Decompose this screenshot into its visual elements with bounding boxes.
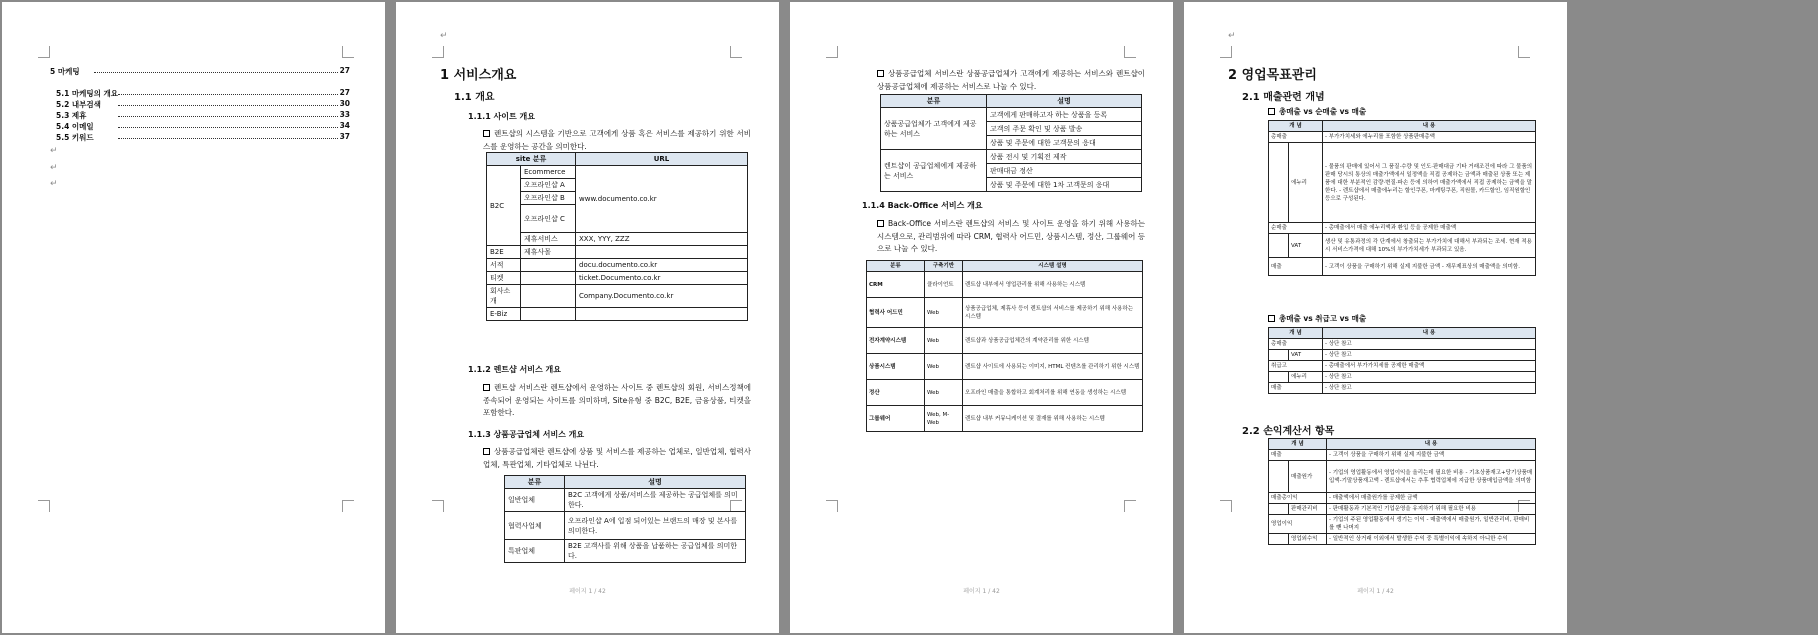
subheading: 총매출 vs 취급고 vs 매출	[1268, 313, 1528, 326]
table-cell: 제휴서비스	[521, 233, 576, 246]
table-cell: 협력사업체	[505, 512, 565, 540]
table-header: 시스템 설명	[963, 261, 1143, 272]
checkbox-bullet-icon	[877, 70, 884, 77]
table-cell	[1269, 504, 1289, 515]
table-cell: - 총매출에서 부가가치세를 공제한 매출액	[1323, 361, 1536, 372]
paragraph-mark: ↵	[1228, 31, 1236, 41]
table-cell: 렌트샵 내부 커뮤니케이션 및 결재를 위해 사용하는 시스템	[963, 406, 1143, 432]
table-cell: - 기업의 주된 영업활동에서 생기는 이익 - 매출액에서 매출원가, 일반관리비, 판매비를 뺀 나머지	[1327, 515, 1536, 534]
crop-mark	[342, 500, 354, 512]
toc-leader-dots	[118, 94, 338, 95]
table-cell: 특판업체	[505, 540, 565, 563]
table-cell: 판매관리비	[1289, 504, 1327, 515]
table-cell: 오프라인샵 C	[521, 205, 576, 233]
table-cell: - 고객이 상품을 구매하기 위해 실제 지불한 금액 - 재무제표상의 매출액을 의미함.	[1323, 258, 1536, 276]
table-cell: XXX, YYY, ZZZ	[576, 233, 748, 246]
toc-leader-dots	[118, 105, 338, 106]
checkbox-bullet-icon	[877, 220, 884, 227]
table-cell	[1269, 234, 1289, 258]
table-cell: - 상단 참고	[1323, 350, 1536, 361]
table-cell: 렌트샵이 공급업체에게 제공하는 서비스	[881, 150, 987, 192]
table-cell: 상품공급업체, 제휴사 등이 렌트샵의 서비스를 제공하기 위해 사용하는 시스템	[963, 298, 1143, 328]
table-cell: 고객에게 판매하고자 하는 상품을 등록	[987, 108, 1142, 122]
sales-concept-table	[1268, 120, 1536, 276]
crop-mark	[38, 46, 50, 58]
table-cell: 서적	[487, 259, 521, 272]
table-cell: - 고객이 상품을 구매하기 위해 실제 지불한 금액	[1327, 450, 1536, 461]
table-cell: 그룹웨어	[867, 406, 925, 432]
table-cell: E-Biz	[487, 308, 521, 321]
table-cell	[576, 246, 748, 259]
toc-entry-label: 5.5 키워드	[56, 133, 94, 142]
table-header: 내 용	[1323, 121, 1536, 132]
table-cell	[521, 308, 576, 321]
checkbox-bullet-icon	[483, 384, 490, 391]
heading-3: 1.1.2 렌트샵 서비스 개요	[468, 365, 561, 374]
income-statement-table	[1268, 438, 1536, 545]
table-cell: 클라이언트	[925, 272, 963, 298]
table-cell	[521, 285, 576, 308]
toc-entry[interactable]	[56, 110, 350, 120]
table-cell: - 상단 참고	[1323, 383, 1536, 394]
toc-entry-page: 33	[339, 110, 350, 119]
table-header: 구축기반	[925, 261, 963, 272]
paragraph-mark: ↵	[440, 31, 448, 41]
crop-mark	[1220, 500, 1232, 512]
table-cell: Web	[925, 380, 963, 406]
crop-mark	[1124, 46, 1136, 58]
toc-entry-page: 27	[339, 66, 350, 75]
table-header: 내 용	[1323, 328, 1536, 339]
heading-2: 2.1 매출관련 개념	[1242, 92, 1325, 103]
table-cell: 오프라인샵 A에 입점 되어있는 브랜드의 매장 및 본사를 의미한다.	[565, 512, 746, 540]
table-header: 설명	[565, 476, 746, 489]
toc-entry[interactable]	[56, 88, 350, 98]
checkbox-bullet-icon	[1268, 315, 1275, 322]
table-cell: 매출	[1269, 258, 1323, 276]
toc-entry-page: 27	[339, 88, 350, 97]
table-cell: 매출원가	[1289, 461, 1327, 493]
toc-leader-dots	[118, 127, 338, 128]
table-cell: 매출총이익	[1269, 493, 1327, 504]
table-cell: 매출	[1269, 450, 1327, 461]
toc-leader-dots	[94, 72, 338, 73]
document-page-1	[2, 2, 385, 633]
table-cell: 에누리	[1289, 143, 1323, 223]
table-cell: - 기업의 영업활동에서 영업이익을 올리는데 필요한 비용 - 기초상품재고+당기상품매입액-기말상품재고액 - 렌트샵에서는 추후 협력업체에 지급한 상품매입금액을 의미함	[1327, 461, 1536, 493]
crop-mark	[1124, 500, 1136, 512]
table-cell: 영업이익	[1269, 515, 1327, 534]
table-cell: docu.documento.co.kr	[576, 259, 748, 272]
table-cell: - 총매출에서 매출 에누리액과 환입 등을 공제한 매출액	[1323, 223, 1536, 234]
table-cell: 생산 및 유통과정의 각 단계에서 창출되는 부가가치에 대해서 부과되는 조세. 현재 적용시 서비스가격에 대해 10%의 부가가치세가 부과되고 있음.	[1323, 234, 1536, 258]
paragraph-mark: ↵	[50, 179, 58, 189]
table-cell: Company.Documento.co.kr	[576, 285, 748, 308]
table-cell: 회사소개	[487, 285, 521, 308]
table-cell: 상품 및 주문에 대한 1차 고객문의 응대	[987, 178, 1142, 192]
document-page-2	[396, 2, 779, 633]
toc-leader-dots	[118, 116, 338, 117]
table-cell	[1269, 350, 1289, 361]
table-header: 개 념	[1269, 328, 1323, 339]
table-cell: Web, M-Web	[925, 406, 963, 432]
table-cell: 일반업체	[505, 489, 565, 512]
table-cell: - 부가가치세와 에누리를 포함한 상품판매총액	[1323, 132, 1536, 143]
toc-entry-page: 34	[339, 121, 350, 130]
table-cell: 취급고	[1269, 361, 1323, 372]
table-cell: - 매출액에서 매출원가를 공제한 금액	[1327, 493, 1536, 504]
toc-entry[interactable]	[56, 99, 350, 109]
paragraph: 렌트샵의 시스템을 기반으로 고객에게 상품 혹은 서비스를 제공하기 위한 서비스를 운영하는 공간을 의미한다.	[483, 129, 751, 151]
crop-mark	[826, 46, 838, 58]
table-cell: 영업외수익	[1289, 534, 1327, 545]
table-cell: 오프라인샵 A	[521, 179, 576, 192]
checkbox-bullet-icon	[483, 448, 490, 455]
paragraph: Back-Office 서비스란 렌트샵의 서비스 및 사이트 운영을 하기 위해 사용하는 시스템으로, 관리범위에 따라 CRM, 협력사 어드민, 상품시스템, 정산, 그룹웨어 등으로 나눌 수 있다.	[877, 219, 1145, 253]
table-cell: 판매대금 정산	[987, 164, 1142, 178]
table-cell: - 상단 참고	[1323, 372, 1536, 383]
checkbox-bullet-icon	[1268, 108, 1275, 115]
paragraph: 렌트샵 서비스란 렌트샵에서 운영하는 사이트 중 렌트샵의 회원, 서비스정책에 종속되어 운영되는 사이트를 의미하며, Site유형 중 B2C, B2E, 금융상품, 티켓을 포함한다.	[483, 383, 751, 417]
page-footer: 페이지 1 / 42	[569, 588, 606, 595]
table-cell: 전자계약시스템	[867, 328, 925, 354]
table-cell: 렌트샵 내부에서 영업관리를 위해 사용하는 시스템	[963, 272, 1143, 298]
heading-3: 1.1.3 상품공급업체 서비스 개요	[468, 430, 585, 439]
table-cell: Web	[925, 328, 963, 354]
heading-1: 2 영업목표관리	[1228, 68, 1317, 83]
paragraph: 상품공급업체 서비스란 상품공급업체가 고객에게 제공하는 서비스와 렌트샵이 상품공급업체에 제공하는 서비스로 나눌 수 있다.	[877, 69, 1145, 91]
table-header: 개 념	[1269, 439, 1327, 450]
supplier-table	[504, 475, 746, 563]
toc-entry[interactable]	[56, 132, 350, 142]
toc-entry-label: 5 마케팅	[50, 67, 80, 76]
table-cell: 상품시스템	[867, 354, 925, 380]
table-cell: 오프라인 매출을 통합하고 회계처리를 위해 연동을 생성하는 시스템	[963, 380, 1143, 406]
heading-3: 1.1.4 Back-Office 서비스 개요	[862, 201, 983, 210]
toc-entry[interactable]	[50, 66, 350, 76]
table-cell	[1269, 461, 1289, 493]
table-header: 분류	[505, 476, 565, 489]
checkbox-bullet-icon	[483, 130, 490, 137]
table-cell: VAT	[1289, 234, 1323, 258]
crop-mark	[826, 500, 838, 512]
table-cell: 총매출	[1269, 339, 1323, 350]
table-cell: ticket.Documento.co.kr	[576, 272, 748, 285]
heading-2: 2.2 손익계산서 항목	[1242, 426, 1335, 437]
table-cell: 렌트샵과 상품공급업체간의 계약관리를 위한 시스템	[963, 328, 1143, 354]
table-cell: 순매출	[1269, 223, 1323, 234]
table-cell: 렌트샵 사이트에 사용되는 이미지, HTML 컨텐츠를 관리하기 위한 시스템	[963, 354, 1143, 380]
table-header: 분류	[867, 261, 925, 272]
table-cell: 제휴사몰	[521, 246, 576, 259]
crop-mark	[38, 500, 50, 512]
table-cell: B2E 고객사를 위해 상품을 납품하는 공급업체를 의미한다.	[565, 540, 746, 563]
table-cell	[1269, 372, 1289, 383]
crop-mark	[1518, 46, 1530, 58]
sales-compare-table	[1268, 327, 1536, 394]
table-cell: - 상단 참고	[1323, 339, 1536, 350]
heading-3: 1.1.1 사이트 개요	[468, 112, 535, 121]
table-cell: B2E	[487, 246, 521, 259]
page-footer: 페이지 1 / 42	[963, 588, 1000, 595]
table-cell: 정산	[867, 380, 925, 406]
table-cell: 상품 및 주문에 대한 고객문의 응대	[987, 136, 1142, 150]
table-cell: 티켓	[487, 272, 521, 285]
table-cell: CRM	[867, 272, 925, 298]
table-cell: 오프라인샵 B	[521, 192, 576, 205]
toc-entry-page: 37	[339, 132, 350, 141]
table-cell: - 일반적인 상거래 이외에서 발생한 수익 중 특별이익에 속하지 아니한 수익	[1327, 534, 1536, 545]
table-cell: Web	[925, 298, 963, 328]
table-cell: - 판매활동과 기본적인 기업운영을 유지하기 위해 필요한 비용	[1327, 504, 1536, 515]
toc-entry[interactable]	[56, 121, 350, 131]
paragraph-mark: ↵	[50, 146, 58, 156]
toc-entry-label: 5.1 마케팅의 개요	[56, 89, 118, 98]
heading-1: 1 서비스개요	[440, 68, 517, 83]
page-footer: 페이지 1 / 42	[1357, 588, 1394, 595]
table-cell: 협력사 어드민	[867, 298, 925, 328]
table-cell	[521, 259, 576, 272]
heading-2: 1.1 개요	[454, 92, 495, 103]
table-header: 설명	[987, 95, 1142, 108]
table-cell: B2C	[487, 166, 521, 246]
crop-mark	[1220, 46, 1232, 58]
table-header: 내 용	[1327, 439, 1536, 450]
crop-mark	[342, 46, 354, 58]
table-cell: www.documento.co.kr	[576, 166, 748, 233]
subheading: 총매출 vs 순매출 vs 매출	[1268, 106, 1528, 119]
service-table	[880, 94, 1142, 192]
table-cell: 매출	[1269, 383, 1323, 394]
table-header: URL	[576, 153, 748, 166]
site-table	[486, 152, 748, 321]
table-cell: VAT	[1289, 350, 1323, 361]
toc-entry-page: 30	[339, 99, 350, 108]
toc-entry-label: 5.4 이메일	[56, 122, 94, 131]
toc-leader-dots	[118, 138, 338, 139]
paragraph: 상품공급업체란 렌트샵에 상품 및 서비스를 제공하는 업체로, 일반업체, 협력사업체, 특판업체, 기타업체로 나뉜다.	[483, 447, 751, 469]
table-cell	[576, 308, 748, 321]
table-cell: Web	[925, 354, 963, 380]
table-header: site 분류	[487, 153, 576, 166]
crop-mark	[432, 46, 444, 58]
table-cell: 상품공급업체가 고객에게 제공하는 서비스	[881, 108, 987, 150]
table-header: 개 념	[1269, 121, 1323, 132]
document-page-4	[1184, 2, 1567, 633]
table-cell	[521, 272, 576, 285]
paragraph-mark: ↵	[50, 163, 58, 173]
table-cell	[1269, 143, 1289, 223]
table-cell: Ecommerce	[521, 166, 576, 179]
table-cell: 상품 전시 및 기획전 제작	[987, 150, 1142, 164]
crop-mark	[432, 500, 444, 512]
table-cell: 에누리	[1289, 372, 1323, 383]
crop-mark	[730, 46, 742, 58]
table-cell	[1269, 534, 1289, 545]
document-page-3	[790, 2, 1173, 633]
table-cell: - 물품의 판매에 있어서 그 품질·수량 및 인도·판매대금 기타 거래조건에 따라 그 물품의 판매 당시의 통상의 매출가액에서 일정액을 직접 공제하는 금액과 매출된 상품 또는 제품에 대한 부분적인 감량·변질·파손 등에 의하여 매출가액에서 직접 공제하는 금액을 말한다. - 렌트샵에서 매출에누리는 할인쿠폰, 마케팅쿠폰, 직원몰, 카드할인, 임직원할인 등으로 구성된다.	[1323, 143, 1536, 223]
back-office-table	[866, 260, 1143, 432]
table-cell: 고객의 주문 확인 및 상품 발송	[987, 122, 1142, 136]
table-cell: 총매출	[1269, 132, 1323, 143]
toc-entry-label: 5.3 제휴	[56, 111, 87, 120]
toc-entry-label: 5.2 내부검색	[56, 100, 101, 109]
table-cell: B2C 고객에게 상품/서비스를 제공하는 공급업체를 의미한다.	[565, 489, 746, 512]
table-header: 분류	[881, 95, 987, 108]
